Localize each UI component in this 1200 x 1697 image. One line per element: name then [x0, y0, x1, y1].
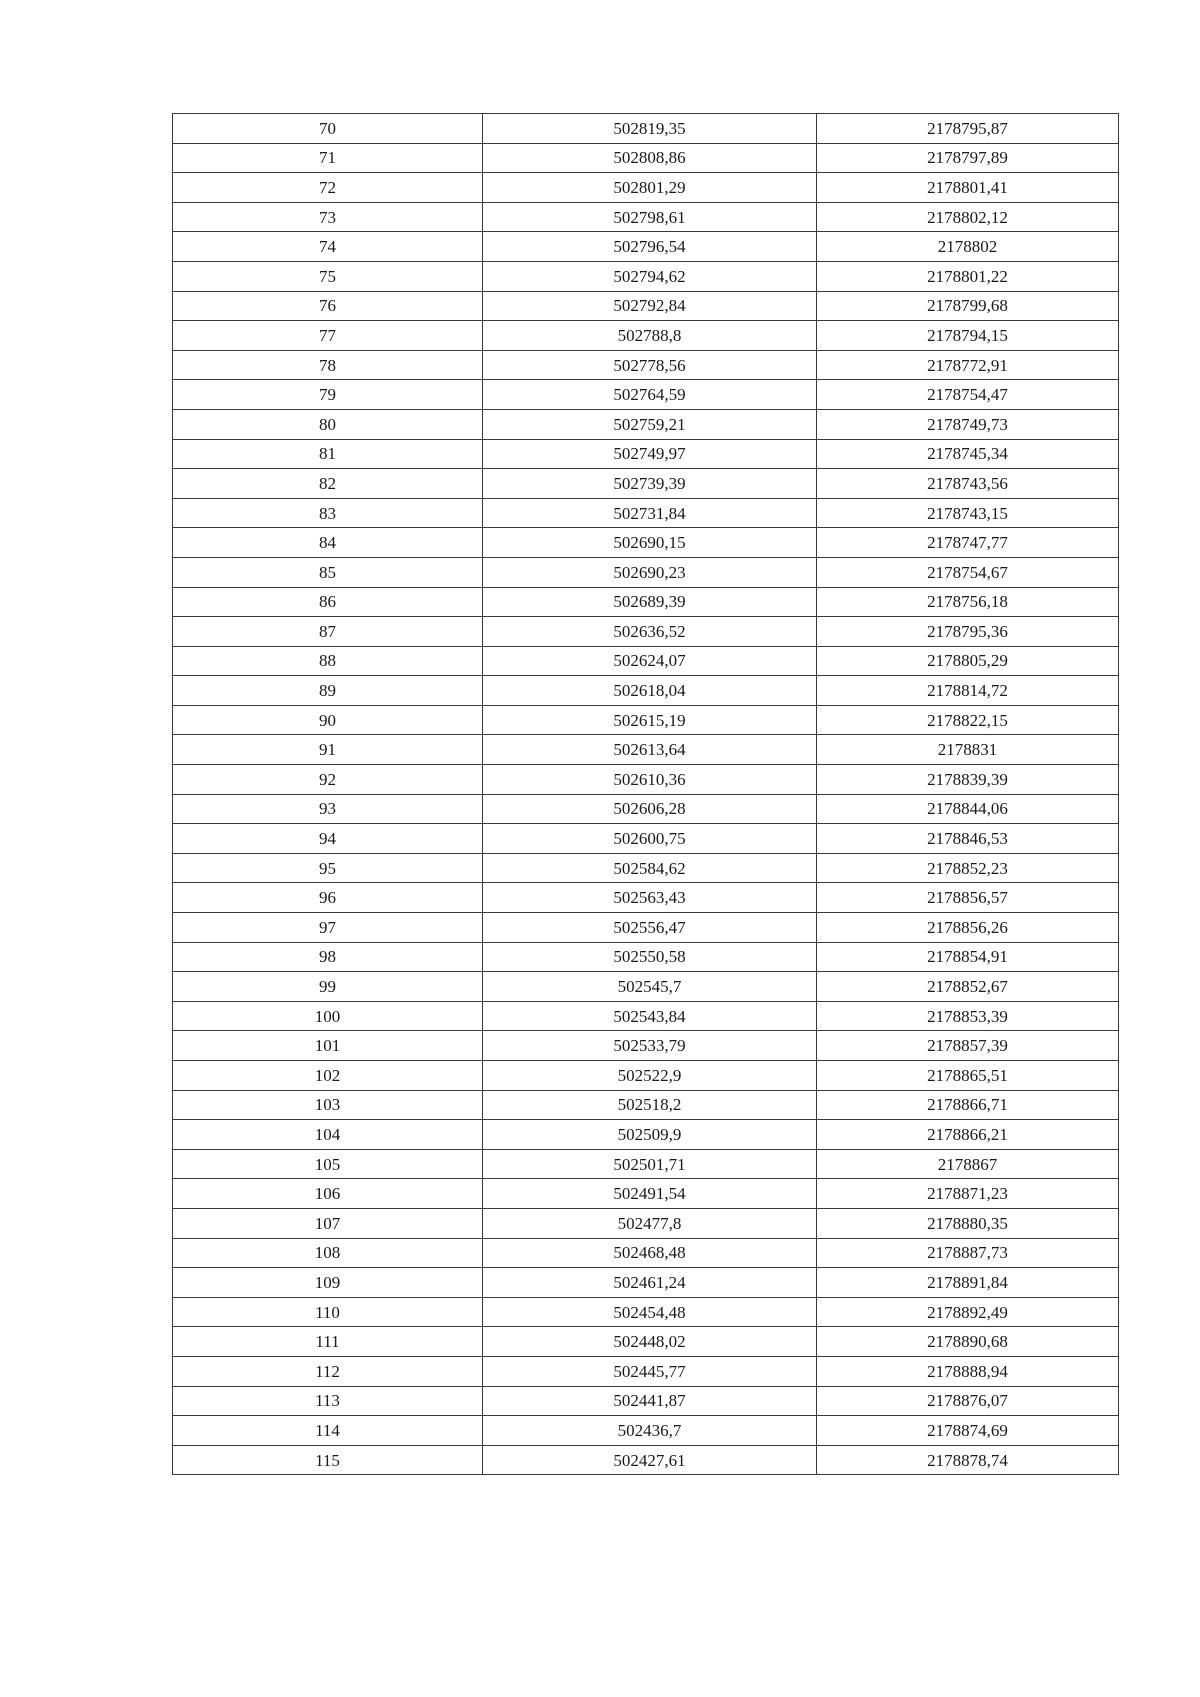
table-row: [173, 1061, 1119, 1091]
point-number-cell: 71: [173, 143, 483, 173]
table-row: [173, 498, 1119, 528]
y-coordinate-cell: 2178814,72: [817, 676, 1119, 706]
point-number-cell: 113: [173, 1386, 483, 1416]
y-coordinate-cell: 2178795,36: [817, 617, 1119, 647]
x-coordinate-cell: 502796,54: [483, 232, 817, 262]
table-row: [173, 557, 1119, 587]
point-number-cell: 75: [173, 261, 483, 291]
table-row: [173, 1386, 1119, 1416]
y-coordinate-cell: 2178801,41: [817, 173, 1119, 203]
table-row: [173, 676, 1119, 706]
y-coordinate-cell: 2178822,15: [817, 705, 1119, 735]
x-coordinate-cell: 502533,79: [483, 1031, 817, 1061]
table-row: [173, 794, 1119, 824]
table-row: [173, 765, 1119, 795]
x-coordinate-cell: 502788,8: [483, 321, 817, 351]
table-row: [173, 824, 1119, 854]
point-number-cell: 73: [173, 202, 483, 232]
x-coordinate-cell: 502445,77: [483, 1356, 817, 1386]
point-number-cell: 82: [173, 469, 483, 499]
point-number-cell: 93: [173, 794, 483, 824]
y-coordinate-cell: 2178795,87: [817, 114, 1119, 144]
point-number-cell: 99: [173, 972, 483, 1002]
point-number-cell: 86: [173, 587, 483, 617]
table-row: [173, 1001, 1119, 1031]
y-coordinate-cell: 2178754,67: [817, 557, 1119, 587]
y-coordinate-cell: 2178892,49: [817, 1297, 1119, 1327]
x-coordinate-cell: 502618,04: [483, 676, 817, 706]
x-coordinate-cell: 502624,07: [483, 646, 817, 676]
point-number-cell: 87: [173, 617, 483, 647]
x-coordinate-cell: 502509,9: [483, 1120, 817, 1150]
x-coordinate-cell: 502610,36: [483, 765, 817, 795]
y-coordinate-cell: 2178802,12: [817, 202, 1119, 232]
point-number-cell: 70: [173, 114, 483, 144]
table-row: [173, 261, 1119, 291]
y-coordinate-cell: 2178799,68: [817, 291, 1119, 321]
x-coordinate-cell: 502461,24: [483, 1268, 817, 1298]
point-number-cell: 83: [173, 498, 483, 528]
x-coordinate-cell: 502545,7: [483, 972, 817, 1002]
x-coordinate-cell: 502690,15: [483, 528, 817, 558]
point-number-cell: 77: [173, 321, 483, 351]
x-coordinate-cell: 502518,2: [483, 1090, 817, 1120]
table-row: [173, 409, 1119, 439]
x-coordinate-cell: 502615,19: [483, 705, 817, 735]
coordinates-table-body: [173, 114, 1119, 1475]
y-coordinate-cell: 2178891,84: [817, 1268, 1119, 1298]
y-coordinate-cell: 2178866,21: [817, 1120, 1119, 1150]
point-number-cell: 109: [173, 1268, 483, 1298]
table-row: [173, 913, 1119, 943]
x-coordinate-cell: 502749,97: [483, 439, 817, 469]
y-coordinate-cell: 2178754,47: [817, 380, 1119, 410]
x-coordinate-cell: 502550,58: [483, 942, 817, 972]
y-coordinate-cell: 2178874,69: [817, 1416, 1119, 1446]
point-number-cell: 81: [173, 439, 483, 469]
point-number-cell: 74: [173, 232, 483, 262]
y-coordinate-cell: 2178865,51: [817, 1061, 1119, 1091]
x-coordinate-cell: 502798,61: [483, 202, 817, 232]
y-coordinate-cell: 2178797,89: [817, 143, 1119, 173]
x-coordinate-cell: 502778,56: [483, 350, 817, 380]
x-coordinate-cell: 502600,75: [483, 824, 817, 854]
point-number-cell: 94: [173, 824, 483, 854]
point-number-cell: 101: [173, 1031, 483, 1061]
y-coordinate-cell: 2178880,35: [817, 1208, 1119, 1238]
y-coordinate-cell: 2178743,56: [817, 469, 1119, 499]
y-coordinate-cell: 2178871,23: [817, 1179, 1119, 1209]
y-coordinate-cell: 2178852,67: [817, 972, 1119, 1002]
table-row: [173, 350, 1119, 380]
table-row: [173, 1445, 1119, 1475]
point-number-cell: 106: [173, 1179, 483, 1209]
x-coordinate-cell: 502759,21: [483, 409, 817, 439]
y-coordinate-cell: 2178743,15: [817, 498, 1119, 528]
table-row: [173, 469, 1119, 499]
x-coordinate-cell: 502764,59: [483, 380, 817, 410]
table-row: [173, 1356, 1119, 1386]
point-number-cell: 78: [173, 350, 483, 380]
table-row: [173, 646, 1119, 676]
x-coordinate-cell: 502808,86: [483, 143, 817, 173]
x-coordinate-cell: 502794,62: [483, 261, 817, 291]
point-number-cell: 89: [173, 676, 483, 706]
x-coordinate-cell: 502436,7: [483, 1416, 817, 1446]
point-number-cell: 96: [173, 883, 483, 913]
x-coordinate-cell: 502690,23: [483, 557, 817, 587]
table-row: [173, 202, 1119, 232]
table-row: [173, 735, 1119, 765]
x-coordinate-cell: 502448,02: [483, 1327, 817, 1357]
table-row: [173, 173, 1119, 203]
point-number-cell: 110: [173, 1297, 483, 1327]
table-row: [173, 1297, 1119, 1327]
x-coordinate-cell: 502606,28: [483, 794, 817, 824]
table-row: [173, 1031, 1119, 1061]
point-number-cell: 108: [173, 1238, 483, 1268]
x-coordinate-cell: 502501,71: [483, 1149, 817, 1179]
point-number-cell: 80: [173, 409, 483, 439]
table-row: [173, 1208, 1119, 1238]
point-number-cell: 90: [173, 705, 483, 735]
y-coordinate-cell: 2178747,77: [817, 528, 1119, 558]
x-coordinate-cell: 502441,87: [483, 1386, 817, 1416]
table-row: [173, 1120, 1119, 1150]
y-coordinate-cell: 2178853,39: [817, 1001, 1119, 1031]
y-coordinate-cell: 2178749,73: [817, 409, 1119, 439]
y-coordinate-cell: 2178802: [817, 232, 1119, 262]
point-number-cell: 76: [173, 291, 483, 321]
table-row: [173, 1149, 1119, 1179]
y-coordinate-cell: 2178756,18: [817, 587, 1119, 617]
y-coordinate-cell: 2178866,71: [817, 1090, 1119, 1120]
point-number-cell: 103: [173, 1090, 483, 1120]
table-row: [173, 617, 1119, 647]
point-number-cell: 104: [173, 1120, 483, 1150]
y-coordinate-cell: 2178890,68: [817, 1327, 1119, 1357]
table-row: [173, 1238, 1119, 1268]
table-row: [173, 321, 1119, 351]
point-number-cell: 111: [173, 1327, 483, 1357]
table-row: [173, 853, 1119, 883]
y-coordinate-cell: 2178846,53: [817, 824, 1119, 854]
y-coordinate-cell: 2178801,22: [817, 261, 1119, 291]
y-coordinate-cell: 2178839,39: [817, 765, 1119, 795]
y-coordinate-cell: 2178867: [817, 1149, 1119, 1179]
table-row: [173, 291, 1119, 321]
x-coordinate-cell: 502522,9: [483, 1061, 817, 1091]
y-coordinate-cell: 2178844,06: [817, 794, 1119, 824]
point-number-cell: 115: [173, 1445, 483, 1475]
y-coordinate-cell: 2178856,57: [817, 883, 1119, 913]
table-row: [173, 1179, 1119, 1209]
point-number-cell: 97: [173, 913, 483, 943]
y-coordinate-cell: 2178887,73: [817, 1238, 1119, 1268]
x-coordinate-cell: 502731,84: [483, 498, 817, 528]
x-coordinate-cell: 502792,84: [483, 291, 817, 321]
point-number-cell: 102: [173, 1061, 483, 1091]
x-coordinate-cell: 502613,64: [483, 735, 817, 765]
x-coordinate-cell: 502427,61: [483, 1445, 817, 1475]
y-coordinate-cell: 2178831: [817, 735, 1119, 765]
table-row: [173, 1268, 1119, 1298]
table-row: [173, 528, 1119, 558]
point-number-cell: 72: [173, 173, 483, 203]
table-row: [173, 114, 1119, 144]
y-coordinate-cell: 2178857,39: [817, 1031, 1119, 1061]
point-number-cell: 107: [173, 1208, 483, 1238]
table-row: [173, 1090, 1119, 1120]
y-coordinate-cell: 2178888,94: [817, 1356, 1119, 1386]
table-row: [173, 1327, 1119, 1357]
x-coordinate-cell: 502636,52: [483, 617, 817, 647]
x-coordinate-cell: 502477,8: [483, 1208, 817, 1238]
table-row: [173, 232, 1119, 262]
point-number-cell: 100: [173, 1001, 483, 1031]
table-row: [173, 380, 1119, 410]
point-number-cell: 114: [173, 1416, 483, 1446]
x-coordinate-cell: 502689,39: [483, 587, 817, 617]
point-number-cell: 91: [173, 735, 483, 765]
point-number-cell: 98: [173, 942, 483, 972]
table-row: [173, 1416, 1119, 1446]
x-coordinate-cell: 502556,47: [483, 913, 817, 943]
x-coordinate-cell: 502468,48: [483, 1238, 817, 1268]
point-number-cell: 112: [173, 1356, 483, 1386]
table-row: [173, 972, 1119, 1002]
y-coordinate-cell: 2178876,07: [817, 1386, 1119, 1416]
point-number-cell: 85: [173, 557, 483, 587]
y-coordinate-cell: 2178856,26: [817, 913, 1119, 943]
table-row: [173, 705, 1119, 735]
x-coordinate-cell: 502543,84: [483, 1001, 817, 1031]
y-coordinate-cell: 2178805,29: [817, 646, 1119, 676]
y-coordinate-cell: 2178772,91: [817, 350, 1119, 380]
table-row: [173, 883, 1119, 913]
x-coordinate-cell: 502819,35: [483, 114, 817, 144]
table-row: [173, 439, 1119, 469]
point-number-cell: 105: [173, 1149, 483, 1179]
x-coordinate-cell: 502454,48: [483, 1297, 817, 1327]
point-number-cell: 92: [173, 765, 483, 795]
table-row: [173, 587, 1119, 617]
table-row: [173, 143, 1119, 173]
coordinates-table: [172, 113, 1119, 1475]
x-coordinate-cell: 502584,62: [483, 853, 817, 883]
point-number-cell: 88: [173, 646, 483, 676]
point-number-cell: 79: [173, 380, 483, 410]
x-coordinate-cell: 502801,29: [483, 173, 817, 203]
x-coordinate-cell: 502491,54: [483, 1179, 817, 1209]
x-coordinate-cell: 502739,39: [483, 469, 817, 499]
y-coordinate-cell: 2178854,91: [817, 942, 1119, 972]
point-number-cell: 84: [173, 528, 483, 558]
y-coordinate-cell: 2178745,34: [817, 439, 1119, 469]
y-coordinate-cell: 2178852,23: [817, 853, 1119, 883]
x-coordinate-cell: 502563,43: [483, 883, 817, 913]
y-coordinate-cell: 2178878,74: [817, 1445, 1119, 1475]
table-row: [173, 942, 1119, 972]
y-coordinate-cell: 2178794,15: [817, 321, 1119, 351]
point-number-cell: 95: [173, 853, 483, 883]
